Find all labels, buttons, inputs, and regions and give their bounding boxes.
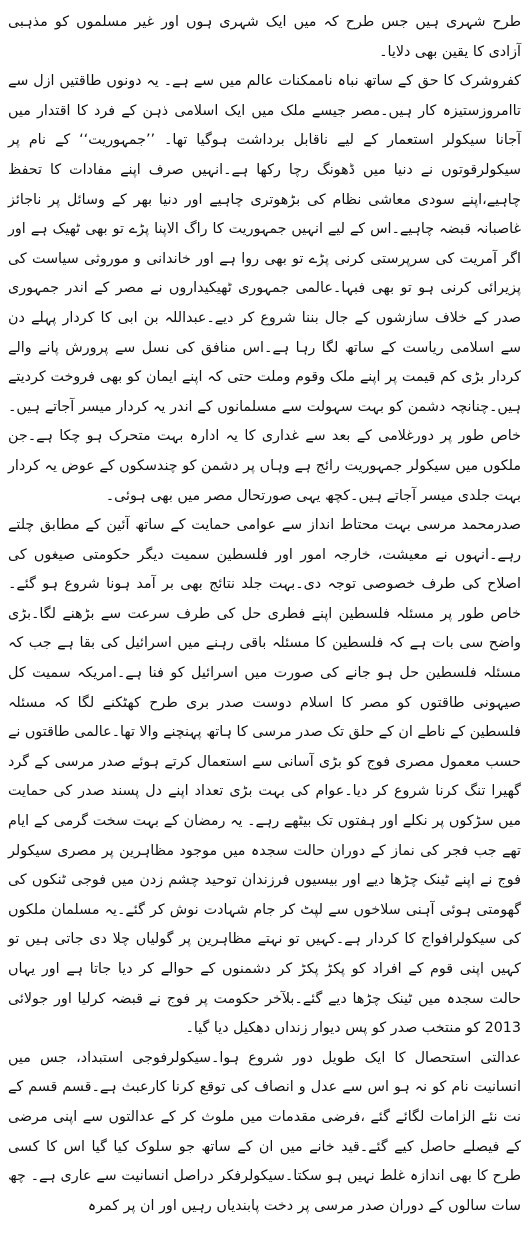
paragraph-president-morsi: صدرمحمد مرسی بہت محتاط انداز سے عوامی حمایت کے ساتھ آئین کے مطابق چلتے رہے۔انہوں نے معیشت، خارجہ امور اور فلسطین سمیت دیگر حکومتی صیغوں کی اصلاح کی طرف خصوصی توجہ دی۔بہت جلد نتائج بھی بر آمد ہونا شروع ہو گئے۔خاص طور پر مسئلہ فلسطین اپنے فطری حل کی طرف سرعت سے بڑھنے لگا۔بڑی واضح سی بات ہے کہ فلسطین کا مسئلہ باقی رہنے میں اسرائیل کی بقا ہے جب کہ مسئلہ فلسطین حل ہو جانے کی صورت میں اسرائیل کو فنا ہے۔امریکہ سمیت کل صیہونی طاقتوں کو مصر کا اسلام دوست صدر بری طرح کھٹکنے لگا کہ مسئلہ فلسطین کے ناطے ان کے حلق تک صدر مرسی کا ہاتھ پہنچنے والا تھا۔عالمی طاقتوں نے حسب معمول مصری فوج کو بڑی آسانی سے استعمال کرتے ہوئے صدر مرسی کے گرد گھیرا تنگ کرنا شروع کر دیا۔عوام کی بہت بڑی تعداد اپنے دل پسند صدر کی حمایت میں سڑکوں پر نکلے اور ہفتوں تک بیٹھے رہے۔ یہ رمضان کے بہت سخت گرمی کے ایام تھے جب فجر کی نماز کے دوران حالت سجدہ میں موجود مظاہرین پر مصری سیکولر فوج نے اپنے ٹینک چڑھا دیے اور بیسیوں فرزندان توحید چشم زدن میں فوجی ٹنکوں کی گھومتی ہوئی آہنی سلاخوں سے لپٹ کر جام شہادت نوش کر گئے۔یہ مسلمان ملکوں کی سیکولرافواج کا کردار ہے۔کہیں تو نہتے مظاہرین پر گولیاں چلا دی جاتی ہیں تو کہیں اپنی قوم کے افراد کو پکڑ پکڑ کر دشمنوں کے حوالے کر دیا جاتا ہے اور یہاں حالت سجدہ میں ٹینک چڑھا دیے گئے۔بلآخر حکومت پر فوج نے قبضہ کرلیا اور جولائی 2013 کو منتخب صدر کو پس دیوار زنداں دھکیل دیا گیا۔ xyxy=(8,517,521,1037)
paragraph-judicial-exploitation: عدالتی استحصال کا ایک طویل دور شروع ہوا۔سیکولرفوجی استبداد، جس میں انسانیت نام کو نہ ہو اس سے عدل و انصاف کی توقع کرنا کارعبث ہے۔قسم قسم کے نت نئے الزامات لگائے گئے ،فرضی مقدمات میں ملوث کر کے عدالتوں سے اپنی مرضی کے فیصلے حاصل کیے گئے۔قید خانے میں ان کے ساتھ جو سلوک کیا گیا اس کا کسی طرح کا بھی اندازہ غلط نہیں ہو سکتا۔سیکولرفکر دراصل انسانیت سے عاری ہے۔ چھ سات سالوں کے دوران صدر مرسی پر دخت پابندیاں رہیں اور ان پر کمرہ xyxy=(8,1049,521,1214)
paragraph-secular-conspiracy: کفروشرک کا حق کے ساتھ نباہ ناممکنات عالم میں سے ہے۔ یہ دونوں طاقتیں ازل سے تاامروزستیزہ کار ہیں۔مصر جیسے ملک میں ایک اسلامی ذہن کے فرد کا اقتدار میں آجانا سیکولر استعمار کے لیے ناقابل برداشت ہوگیا تھا۔ ’’جمہوریت‘‘ کے نام پر سیکولرقوتوں نے دنیا میں ڈھونگ رچا رکھا ہے۔انہیں صرف اپنے مفادات کا تحفظ چاہیے،اپنے سودی معاشی نظام کی بڑھوتری چاہیے اور دنیا بھر کے وسائل پر ناجائز غاصبانہ قبضہ چاہیے۔اس کے لیے انہیں جمہوریت کا راگ الاپنا پڑے تو بھی ٹھیک ہے اور اگر آمریت کی سرپرستی کرنی پڑے تو بھی روا ہے اور خاندانی و موروثی سیاست کی پزیرائی کرنی ہو تو بھی فبہا۔عالمی جمہوری ٹھیکیداروں نے مصر کے اندر جمہوری صدر کے خلاف سازشوں کے جال بننا شروع کر دیے۔عبداللہ بن ابی کا کردار پہلے دن سے اسلامی ریاست کے ساتھ لگا رہا ہے۔اس منافق کی نسل سے پرورش پانے والے کردار بڑی کم قیمت پر اپنے ملک وقوم وملت حتی کہ اپنے ایمان کو بھی فروخت کردیتے ہیں۔چنانچہ دشمن کو بہت سہولت سے مسلمانوں کے اندر یہ کردار میسر آجاتے ہیں۔خاص طور پر دورغلامی کے بعد سے غداری کا یہ ادارہ بہت متحرک ہو چکا ہے۔جن ملکوں میں سیکولر جمہوریت رائج ہے وہاں پر دشمن کو چندسکوں کے عوض یہ کردار بہت جلدی میسر آجاتے ہیں۔کچھ یہی صورتحال مصر میں بھی ہوئی۔ xyxy=(8,73,521,504)
paragraph-continuation: طرح شہری ہیں جس طرح کہ میں ایک شہری ہوں اور غیر مسلموں کو مذہبی آزادی کا یقین بھی دلایا۔ xyxy=(8,14,521,60)
